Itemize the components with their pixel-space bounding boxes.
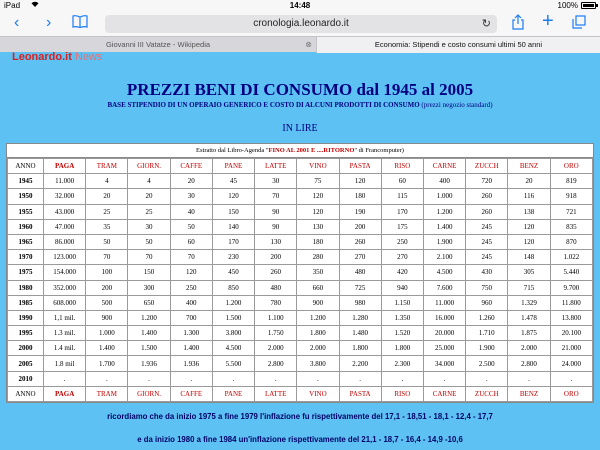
price-cell: 120 xyxy=(297,189,339,204)
browser-toolbar xyxy=(0,11,600,36)
column-header: CAFFE xyxy=(170,386,212,401)
year-cell: 1975 xyxy=(8,265,44,280)
price-cell: 140 xyxy=(212,219,254,234)
table-row xyxy=(8,371,593,386)
price-cell: 170 xyxy=(212,234,254,249)
price-cell: 1.3 mil. xyxy=(44,326,86,341)
price-cell: 1,1 mil. xyxy=(44,310,86,325)
table-row xyxy=(8,356,593,371)
price-cell: 1.800 xyxy=(297,326,339,341)
price-cell: 7.600 xyxy=(423,280,465,295)
year-cell: 1985 xyxy=(8,295,44,310)
prices-table xyxy=(7,158,593,402)
price-cell: 1.710 xyxy=(466,326,508,341)
price-cell: 260 xyxy=(466,189,508,204)
price-cell: 30 xyxy=(170,189,212,204)
column-header: TRAM xyxy=(86,159,128,174)
year-cell: 2005 xyxy=(8,356,44,371)
price-cell: . xyxy=(339,371,381,386)
table-row xyxy=(8,280,593,295)
table-row xyxy=(8,326,593,341)
tab-wikipedia[interactable] xyxy=(0,37,316,53)
column-header: GIORN. xyxy=(128,386,170,401)
price-cell: 1.900 xyxy=(423,234,465,249)
price-cell: 115 xyxy=(381,189,423,204)
price-cell: 150 xyxy=(212,204,254,219)
tab-bar xyxy=(0,36,600,52)
price-cell: 1.800 xyxy=(339,341,381,356)
column-header: BENZ xyxy=(508,386,550,401)
price-cell: 120 xyxy=(212,189,254,204)
price-cell: 9.700 xyxy=(550,280,592,295)
price-cell: 30 xyxy=(255,174,297,189)
price-cell: 245 xyxy=(466,219,508,234)
column-header: CAFFE xyxy=(170,159,212,174)
price-cell: 116 xyxy=(508,189,550,204)
prices-table-container xyxy=(6,143,594,403)
price-cell: 980 xyxy=(339,295,381,310)
price-cell: 400 xyxy=(170,295,212,310)
price-cell: 30 xyxy=(128,219,170,234)
price-cell: 4.500 xyxy=(423,265,465,280)
tabs-overview-icon[interactable] xyxy=(572,15,586,34)
table-row xyxy=(8,265,593,280)
price-cell: . xyxy=(128,371,170,386)
price-cell: 75 xyxy=(297,174,339,189)
price-cell: 1.150 xyxy=(381,295,423,310)
price-cell: 11.000 xyxy=(423,295,465,310)
price-cell: 1.500 xyxy=(128,341,170,356)
price-cell: 40 xyxy=(170,204,212,219)
price-cell: 352.000 xyxy=(44,280,86,295)
bookmarks-icon[interactable] xyxy=(72,15,88,33)
price-cell: 270 xyxy=(381,250,423,265)
price-cell: 20 xyxy=(86,189,128,204)
price-cell: 1.000 xyxy=(423,189,465,204)
price-cell: . xyxy=(550,371,592,386)
price-cell: 21.000 xyxy=(550,341,592,356)
price-cell: 1.400 xyxy=(128,326,170,341)
price-cell: 900 xyxy=(86,310,128,325)
column-header: GIORN. xyxy=(128,159,170,174)
tab-economia[interactable] xyxy=(316,37,600,53)
price-cell: 154.000 xyxy=(44,265,86,280)
price-cell: 70 xyxy=(170,250,212,265)
price-cell: 130 xyxy=(297,219,339,234)
price-cell: 120 xyxy=(508,219,550,234)
price-cell: . xyxy=(297,371,339,386)
price-cell: 2.000 xyxy=(297,341,339,356)
price-cell: 608.000 xyxy=(44,295,86,310)
battery-icon xyxy=(581,2,596,9)
reload-icon[interactable]: ↻ xyxy=(481,18,491,30)
price-cell: 350 xyxy=(297,265,339,280)
column-header: ORO xyxy=(550,386,592,401)
price-cell: 250 xyxy=(170,280,212,295)
price-cell: 430 xyxy=(466,265,508,280)
price-cell: 1.4 mil. xyxy=(44,341,86,356)
price-cell: 25.000 xyxy=(423,341,465,356)
table-row xyxy=(8,250,593,265)
price-cell: 940 xyxy=(381,280,423,295)
column-header: LATTE xyxy=(255,159,297,174)
price-cell: . xyxy=(255,371,297,386)
price-cell: 1.500 xyxy=(212,310,254,325)
price-cell: 1.520 xyxy=(381,326,423,341)
inflation-note-1980: e da inizio 1980 a fine 1984 un'inflazione rispettivamente del 21,1 - 18,7 - 16,4 - 14,9 -10,6 xyxy=(137,435,463,444)
price-cell: 280 xyxy=(297,250,339,265)
price-cell: 190 xyxy=(339,204,381,219)
price-cell: 450 xyxy=(212,265,254,280)
price-cell: 24.000 xyxy=(550,356,592,371)
column-header: CARNE xyxy=(423,386,465,401)
price-cell: 900 xyxy=(297,295,339,310)
table-header-row xyxy=(8,159,593,174)
price-cell: 90 xyxy=(255,204,297,219)
price-cell: 1.480 xyxy=(339,326,381,341)
price-cell: 120 xyxy=(508,234,550,249)
table-row xyxy=(8,219,593,234)
price-cell: . xyxy=(170,371,212,386)
price-cell: 725 xyxy=(339,280,381,295)
price-cell: 200 xyxy=(339,219,381,234)
price-cell: 260 xyxy=(339,234,381,249)
price-cell: 3.800 xyxy=(212,326,254,341)
price-cell: 250 xyxy=(381,234,423,249)
price-cell: . xyxy=(508,371,550,386)
price-cell: 1.400 xyxy=(86,341,128,356)
year-cell: 1945 xyxy=(8,174,44,189)
column-header: TRAM xyxy=(86,386,128,401)
price-cell: 35 xyxy=(86,219,128,234)
year-cell: 1995 xyxy=(8,326,44,341)
price-cell: 45 xyxy=(212,174,254,189)
price-cell: 25 xyxy=(128,204,170,219)
price-cell: 260 xyxy=(466,204,508,219)
column-header: RISO xyxy=(381,159,423,174)
column-header: VINO xyxy=(297,386,339,401)
price-cell: 1.300 xyxy=(170,326,212,341)
year-cell: 1970 xyxy=(8,250,44,265)
year-cell: 2010 xyxy=(8,371,44,386)
year-cell: 1965 xyxy=(8,234,44,249)
table-row xyxy=(8,189,593,204)
price-cell: 180 xyxy=(297,234,339,249)
back-icon[interactable]: ‹ xyxy=(14,14,20,31)
price-cell: 90 xyxy=(255,219,297,234)
price-cell: 1.400 xyxy=(170,341,212,356)
price-cell: 650 xyxy=(128,295,170,310)
battery-percent: 100% xyxy=(557,1,578,10)
column-header: RISO xyxy=(381,386,423,401)
year-cell: 1960 xyxy=(8,219,44,234)
column-header: ANNO xyxy=(8,386,44,401)
page-subtitle: BASE STIPENDIO DI UN OPERAIO GENERICO E COSTO DI ALCUNI PRODOTTI DI CONSUMO (prezzi negozio standard) xyxy=(107,101,493,109)
price-cell: 120 xyxy=(170,265,212,280)
price-cell: 1.280 xyxy=(339,310,381,325)
price-cell: 4 xyxy=(128,174,170,189)
price-cell: 5.440 xyxy=(550,265,592,280)
price-cell: 2.800 xyxy=(508,356,550,371)
price-cell: 480 xyxy=(339,265,381,280)
price-cell: 70 xyxy=(128,250,170,265)
price-cell: 16.000 xyxy=(423,310,465,325)
price-cell: . xyxy=(86,371,128,386)
price-cell: 850 xyxy=(212,280,254,295)
price-cell: 2.500 xyxy=(466,356,508,371)
year-cell: 1990 xyxy=(8,310,44,325)
price-cell: 60 xyxy=(170,234,212,249)
currency-label: IN LIRE xyxy=(282,123,318,134)
price-cell: 70 xyxy=(255,189,297,204)
price-cell: 305 xyxy=(508,265,550,280)
status-bar xyxy=(0,0,600,11)
column-header: PANE xyxy=(212,159,254,174)
price-cell: 500 xyxy=(86,295,128,310)
price-cell: 86.000 xyxy=(44,234,86,249)
price-cell: 245 xyxy=(466,250,508,265)
price-cell: . xyxy=(466,371,508,386)
price-cell: 1.936 xyxy=(128,356,170,371)
price-cell: 1.260 xyxy=(466,310,508,325)
price-cell: 3.800 xyxy=(297,356,339,371)
price-cell: 43.000 xyxy=(44,204,86,219)
price-cell: . xyxy=(423,371,465,386)
address-bar[interactable] xyxy=(105,15,497,33)
price-cell: 1.478 xyxy=(508,310,550,325)
column-header: PASTA xyxy=(339,159,381,174)
price-cell: 2.100 xyxy=(423,250,465,265)
price-cell: 2.000 xyxy=(255,341,297,356)
column-header: PAGA xyxy=(44,386,86,401)
price-cell: 720 xyxy=(466,174,508,189)
price-cell: 819 xyxy=(550,174,592,189)
column-header: ZUCCH xyxy=(466,386,508,401)
price-cell: 960 xyxy=(466,295,508,310)
price-cell: 180 xyxy=(339,189,381,204)
url-text: cronologia.leonardo.it xyxy=(253,18,349,29)
price-cell: 870 xyxy=(550,234,592,249)
price-cell: 130 xyxy=(255,234,297,249)
price-cell: 50 xyxy=(170,219,212,234)
forward-icon[interactable]: › xyxy=(46,14,52,31)
price-cell: 200 xyxy=(255,250,297,265)
price-cell: 480 xyxy=(255,280,297,295)
table-caption: Estratto dal Libro-Agenda "FINO AL 2001 E ....RITORNO" di Francomputer) xyxy=(7,144,593,158)
price-cell: 1.022 xyxy=(550,250,592,265)
price-cell: 148 xyxy=(508,250,550,265)
price-cell: 1.8 mil xyxy=(44,356,86,371)
price-cell: 25 xyxy=(86,204,128,219)
price-cell: . xyxy=(381,371,423,386)
price-cell: 50 xyxy=(128,234,170,249)
column-header: PAGA xyxy=(44,159,86,174)
price-cell: 47.000 xyxy=(44,219,86,234)
price-cell: 175 xyxy=(381,219,423,234)
column-header: PASTA xyxy=(339,386,381,401)
page-title: PREZZI BENI DI CONSUMO dal 1945 al 2005 xyxy=(126,80,474,99)
tab-label: Giovanni III Vatatze - Wikipedia xyxy=(105,40,211,49)
price-cell: 1.700 xyxy=(86,356,128,371)
price-cell: 20 xyxy=(508,174,550,189)
price-cell: 1.200 xyxy=(128,310,170,325)
price-cell: 260 xyxy=(255,265,297,280)
price-cell: 660 xyxy=(297,280,339,295)
price-cell: 20 xyxy=(170,174,212,189)
price-cell: 138 xyxy=(508,204,550,219)
price-cell: 300 xyxy=(128,280,170,295)
price-cell: 245 xyxy=(466,234,508,249)
table-row xyxy=(8,341,593,356)
price-cell: 1.200 xyxy=(423,204,465,219)
column-header: VINO xyxy=(297,159,339,174)
price-cell: 1.750 xyxy=(255,326,297,341)
price-cell: 20.100 xyxy=(550,326,592,341)
carrier-label: iPad xyxy=(4,1,21,10)
price-cell: 1.329 xyxy=(508,295,550,310)
price-cell: 32.000 xyxy=(44,189,86,204)
clock: 14:48 xyxy=(289,1,311,10)
price-cell: 2.800 xyxy=(255,356,297,371)
price-cell: 1.800 xyxy=(381,341,423,356)
tab-label: Economia: Stipendi e costo consumi ultimi 50 anni xyxy=(374,40,543,49)
price-cell: 750 xyxy=(466,280,508,295)
price-cell: 2.200 xyxy=(339,356,381,371)
price-cell: 120 xyxy=(339,174,381,189)
price-cell: 1.200 xyxy=(212,295,254,310)
price-cell: 5.500 xyxy=(212,356,254,371)
year-cell: 1955 xyxy=(8,204,44,219)
price-cell: 715 xyxy=(508,280,550,295)
price-cell: 1.000 xyxy=(86,326,128,341)
price-cell: 100 xyxy=(86,265,128,280)
year-cell: 2000 xyxy=(8,341,44,356)
new-tab-icon[interactable]: + xyxy=(542,10,554,32)
price-cell: 13.800 xyxy=(550,310,592,325)
price-cell: . xyxy=(212,371,254,386)
price-cell: . xyxy=(44,371,86,386)
price-cell: 1.350 xyxy=(381,310,423,325)
inflation-note-1975: ricordiamo che da inizio 1975 a fine 1979 l'inflazione fu rispettivamente del 17,1 - 18,51 - 18,1 - 12,4 - 17,7 xyxy=(107,412,493,421)
price-cell: 11.000 xyxy=(44,174,86,189)
table-row xyxy=(8,295,593,310)
column-header: ANNO xyxy=(8,159,44,174)
price-cell: 835 xyxy=(550,219,592,234)
site-logo[interactable]: Leonardo.it News xyxy=(12,52,103,62)
table-row xyxy=(8,204,593,219)
price-cell: 721 xyxy=(550,204,592,219)
price-cell: 270 xyxy=(339,250,381,265)
price-cell: 4 xyxy=(86,174,128,189)
price-cell: 420 xyxy=(381,265,423,280)
price-cell: 20.000 xyxy=(423,326,465,341)
price-cell: 20 xyxy=(128,189,170,204)
price-cell: 123.000 xyxy=(44,250,86,265)
price-cell: 230 xyxy=(212,250,254,265)
close-tab-icon[interactable]: ⊗ xyxy=(305,40,312,49)
table-row xyxy=(8,174,593,189)
price-cell: 200 xyxy=(86,280,128,295)
price-cell: 34.000 xyxy=(423,356,465,371)
price-cell: 1.200 xyxy=(297,310,339,325)
price-cell: 1.100 xyxy=(255,310,297,325)
price-cell: 11.800 xyxy=(550,295,592,310)
column-header: ZUCCH xyxy=(466,159,508,174)
price-cell: 2.300 xyxy=(381,356,423,371)
column-header: LATTE xyxy=(255,386,297,401)
price-cell: 50 xyxy=(86,234,128,249)
price-cell: 2.000 xyxy=(508,341,550,356)
price-cell: 700 xyxy=(170,310,212,325)
column-header: BENZ xyxy=(508,159,550,174)
table-footer-row xyxy=(8,386,593,401)
table-row xyxy=(8,310,593,325)
price-cell: 4.500 xyxy=(212,341,254,356)
year-cell: 1950 xyxy=(8,189,44,204)
price-cell: 120 xyxy=(297,204,339,219)
price-cell: 1.400 xyxy=(423,219,465,234)
table-row xyxy=(8,234,593,249)
column-header: ORO xyxy=(550,159,592,174)
price-cell: 1.875 xyxy=(508,326,550,341)
column-header: CARNE xyxy=(423,159,465,174)
price-cell: 1.936 xyxy=(170,356,212,371)
price-cell: 918 xyxy=(550,189,592,204)
price-cell: 170 xyxy=(381,204,423,219)
year-cell: 1980 xyxy=(8,280,44,295)
share-icon[interactable] xyxy=(512,14,524,35)
price-cell: 400 xyxy=(423,174,465,189)
price-cell: 780 xyxy=(255,295,297,310)
price-cell: 60 xyxy=(381,174,423,189)
price-cell: 1.900 xyxy=(466,341,508,356)
column-header: PANE xyxy=(212,386,254,401)
price-cell: 150 xyxy=(128,265,170,280)
price-cell: 70 xyxy=(86,250,128,265)
